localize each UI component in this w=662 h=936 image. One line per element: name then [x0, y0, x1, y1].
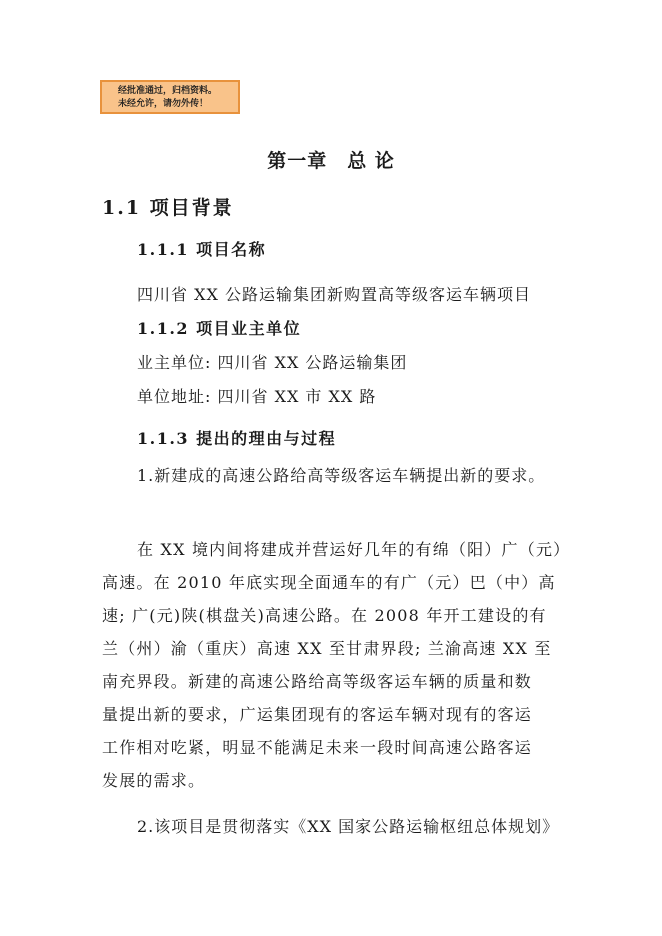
subsection-heading-1-1-1: 1.1.1 项目名称: [137, 240, 267, 259]
owner-address-text: 单位地址: 四川省 XX 市 XX 路: [137, 387, 377, 406]
notice-line-1: 经批准通过，归档资料。: [118, 86, 218, 96]
paragraph-line: 工作相对吃紧，明显不能满足未来一段时间高速公路客运: [102, 738, 533, 757]
paragraph-line: 兰（州）渝（重庆）高速 XX 至甘肃界段; 兰渝高速 XX 至: [102, 639, 552, 658]
paragraph-line: 发展的需求。: [102, 771, 206, 790]
paragraph-line: 在 XX 境内间将建成并营运好几年的有绵（阳）广（元）: [137, 540, 571, 559]
paragraph-line: 速; 广(元)陕(棋盘关)高速公路。在 2008 年开工建设的有: [102, 606, 547, 625]
subsection-heading-1-1-2: 1.1.2 项目业主单位: [137, 319, 302, 338]
subsection-heading-1-1-3: 1.1.3 提出的理由与过程: [137, 429, 337, 448]
paragraph-line: 量提出新的要求，广运集团现有的客运车辆对现有的客运: [102, 705, 533, 724]
reason-point-2: 2.该项目是贯彻落实《XX 国家公路运输枢纽总体规划》: [137, 817, 560, 836]
paragraph-line: 南充界段。新建的高速公路给高等级客运车辆的质量和数: [102, 672, 533, 691]
confidential-notice-stamp: [100, 80, 240, 114]
chapter-title: 第一章 总 论: [267, 150, 395, 172]
notice-line-2: 未经允许，请勿外传！: [118, 99, 209, 109]
reason-point-1: 1.新建成的高速公路给高等级客运车辆提出新的要求。: [137, 466, 546, 485]
reason-paragraph: [102, 533, 572, 797]
paragraph-line: 高速。在 2010 年底实现全面通车的有广（元）巴（中）高: [102, 573, 556, 592]
project-name-text: 四川省 XX 公路运输集团新购置高等级客运车辆项目: [137, 285, 531, 304]
section-heading-1-1: 1.1 项目背景: [102, 197, 234, 219]
owner-unit-text: 业主单位: 四川省 XX 公路运输集团: [137, 353, 408, 372]
